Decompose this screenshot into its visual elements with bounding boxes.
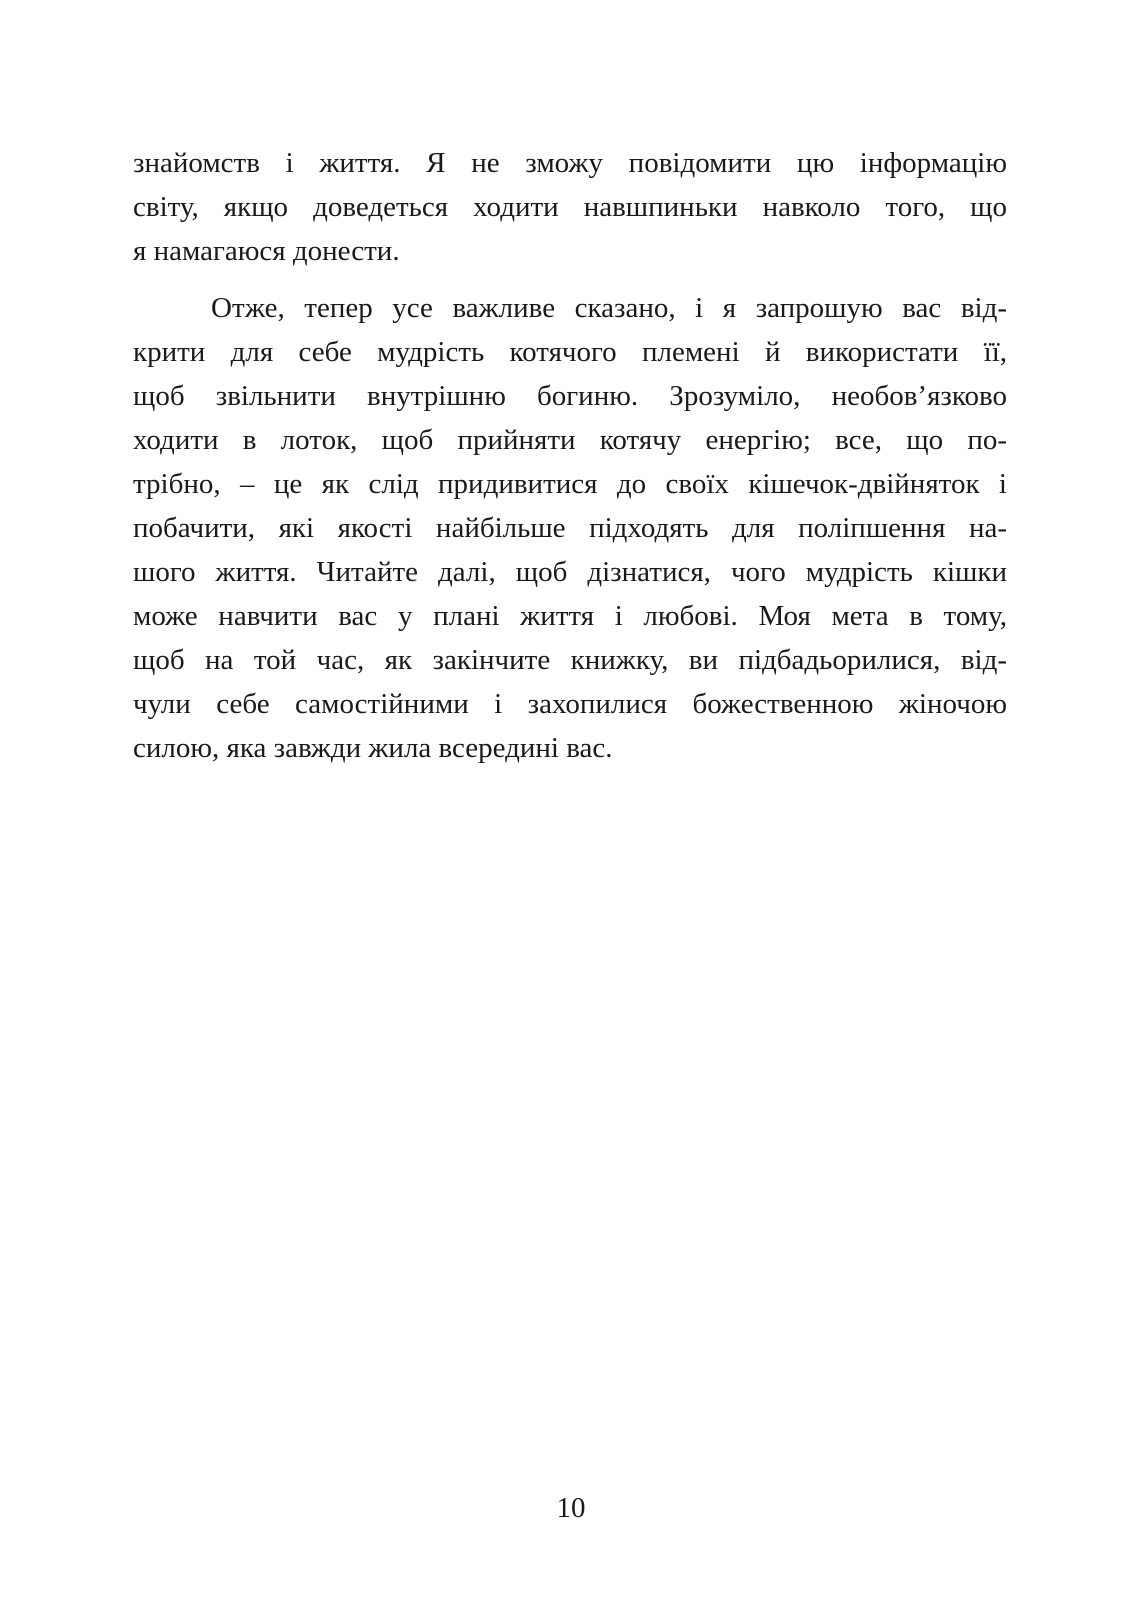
text-line: побачити, які якості найбільше підходять для поліпшення на- xyxy=(133,512,1007,544)
text-line: знайомств і життя. Я не зможу повідомити цю інформацію xyxy=(133,147,1007,179)
text-line: Отже, тепер усе важливе сказано, і я запрошую вас від- xyxy=(211,292,1007,324)
text-line: щоб на той час, як закінчите книжку, ви підбадьорилися, від- xyxy=(133,644,1007,676)
paragraph-2 xyxy=(133,286,1007,770)
text-line: щоб звільнити внутрішню богиню. Зрозуміло, необов’язково xyxy=(133,380,1007,412)
paragraph-1 xyxy=(133,141,1007,273)
text-line: чули себе самостійними і захопилися божественною жіночою xyxy=(133,688,1007,720)
text-line: може навчити вас у плані життя і любові. Моя мета в тому, xyxy=(133,600,1007,632)
text-line: трібно, – це як слід придивитися до своїх кішечок-двійняток і xyxy=(133,468,1007,500)
text-line: світу, якщо доведеться ходити навшпиньки навколо того, що xyxy=(133,191,1007,223)
text-line: силою, яка завжди жила всередині вас. xyxy=(133,732,613,764)
text-line: крити для себе мудрість котячого племені й використати її, xyxy=(133,336,1007,368)
text-line: шого життя. Читайте далі, щоб дізнатися, чого мудрість кішки xyxy=(133,556,1007,588)
paragraph-spacer xyxy=(133,273,1007,286)
page-number: 10 xyxy=(556,1492,586,1524)
body-text xyxy=(133,141,1007,770)
text-line: ходити в лоток, щоб прийняти котячу енергію; все, що по- xyxy=(133,424,1007,456)
text-line: я намагаюся донести. xyxy=(133,235,400,267)
